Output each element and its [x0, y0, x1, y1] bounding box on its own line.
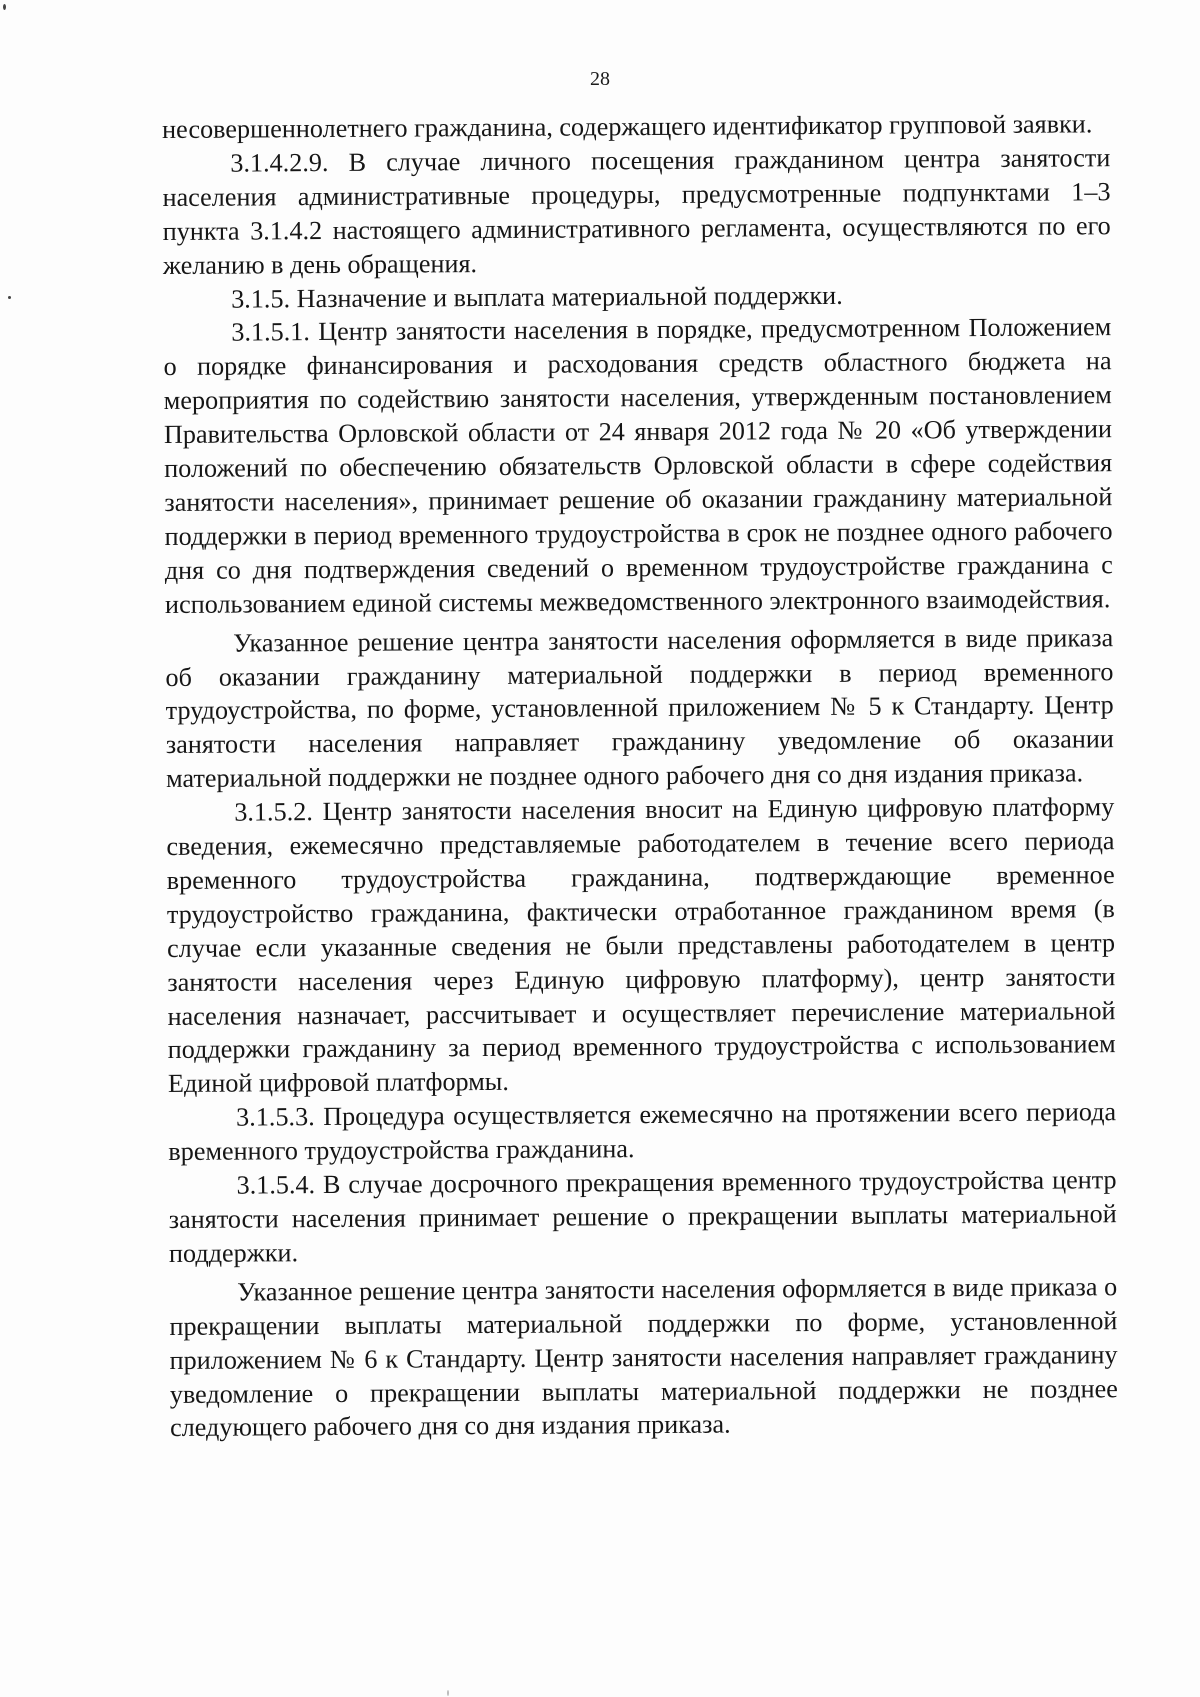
scan-speck-left	[8, 296, 11, 299]
document-body	[162, 107, 1118, 1445]
paragraph-3-1-5-3: 3.1.5.3. Процедура осуществляется ежемесячно на протяжении всего периода временного трудоустройства гражданина.	[168, 1097, 1117, 1167]
paragraph-3-1-5-2: 3.1.5.2. Центр занятости населения вносит на Единую цифровую платформу сведения, ежемесячно представляемые работодателем в течение всего периода временного трудоустройства гражданина, подтверждающие временное трудоустройство гражданина, фактически отработанное гражданином время (в случае если указанные сведения не были представлены работодателем в центр занятости населения через Единую цифровую платформу), центр занятости населения назначает, рассчитывает и осуществляет перечисление материальной поддержки гражданину за период временного трудоустройства с использованием Единой цифровой платформы.	[166, 792, 1116, 1099]
scan-speck-top-left	[3, 4, 6, 10]
paragraph-3-1-5-4: 3.1.5.4. В случае досрочного прекращения временного трудоустройства центр занятости населения принимает решение о прекращении выплаты материальной поддержки.	[168, 1165, 1117, 1268]
paragraph-3-1-4-2-9: 3.1.4.2.9. В случае личного посещения гражданином центра занятости населения административные процедуры, предусмотренные подпунктами 1–3 пункта 3.1.4.2 настоящего административного регламента, осуществляются по его желанию в день обращения.	[162, 143, 1111, 280]
scan-speck-bottom	[447, 1690, 449, 1696]
paragraph-continuation: несовершеннолетнего гражданина, содержащего идентификатор групповой заявки.	[162, 109, 1093, 144]
paragraph-3-1-5-1: 3.1.5.1. Центр занятости населения в порядке, предусмотренном Положением о порядке финансирования и расходования средств областного бюджета на мероприятия по содействию занятости населения, утвержденным постановлением Правительства Орловской области от 24 января 2012 года № 20 «Об утверждении положений по обеспечению обязательств Орловской области в сфере содействия занятости населения», принимает решение об оказании гражданину материальной поддержки в период временного трудоустройства в срок не позднее одного рабочего дня со дня подтверждения сведений о временном трудоустройстве гражданина с использованием единой системы межведомственного электронного взаимодействия.	[163, 312, 1113, 619]
paragraph-decision-order-support: Указанное решение центра занятости населения оформляется в виде приказа об оказании гражданину материальной поддержки в период временного трудоустройства, по форме, установленной приложением № 5 к Стандарту. Центр занятости населения направляет гражданину уведомление об оказании материальной поддержки не позднее одного рабочего дня со дня издания приказа.	[165, 622, 1114, 794]
paragraph-decision-order-termination: Указанное решение центра занятости населения оформляется в виде приказа о прекращении выплаты материальной поддержки по форме, установленной приложением № 6 к Стандарту. Центр занятости населения направляет гражданину уведомление о прекращении выплаты материальной поддержки не позднее следующего рабочего дня со дня издания приказа.	[169, 1271, 1118, 1443]
page-number: 28	[590, 68, 610, 90]
paragraph-3-1-5-heading: 3.1.5. Назначение и выплата материальной поддержки.	[231, 280, 843, 314]
